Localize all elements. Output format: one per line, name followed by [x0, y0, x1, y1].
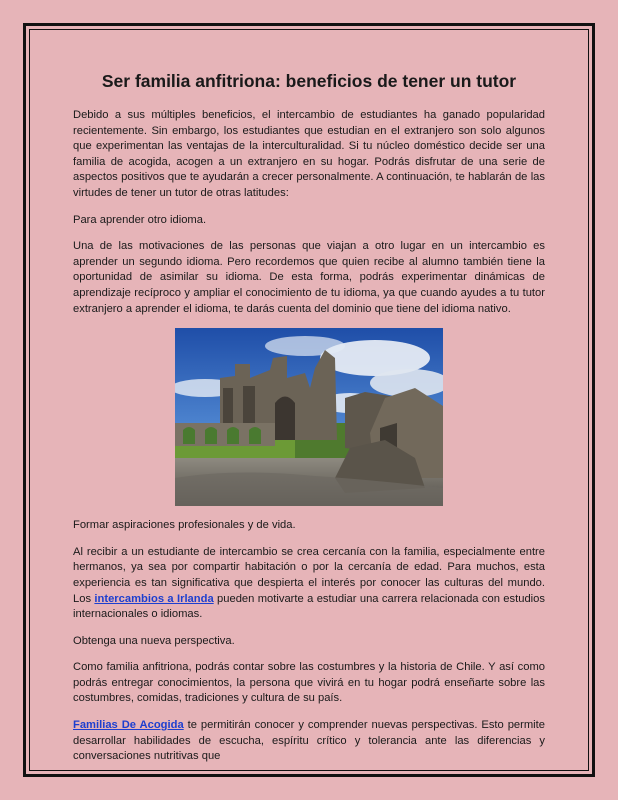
aspirations-text-after: pueden motivarte a estudiar una carrera relacionada con estudios internacionales o idiomas. — [73, 592, 545, 621]
article-title: Ser familia anfitriona: beneficios de tener un tutor — [101, 71, 517, 91]
aspirations-paragraph — [73, 545, 545, 623]
abbey-ruins-photo — [175, 328, 443, 506]
language-paragraph: Una de las motivaciones de las personas que viajan a otro lugar en un intercambio es aprender un segundo idioma. Pero recordemos que quien recibe al alumno también tiene la oportunidad de asimilar su idioma. De esta forma, podrás experimentar dinámicas de aprendizaje recíproco y ampliar el conocimiento de tu idioma, ya que cuando ayudes a tu tutor extranjero a aprender el idioma, te darás cuenta del dominio que tiene del idioma nativo. — [73, 240, 545, 315]
article-body — [73, 70, 545, 776]
perspective-paragraph: Como familia anfitriona, podrás contar sobre las costumbres y la historia de Chile. Y así como podrás entregar conocimientos, la persona que vivirá en tu hogar podrá enseñarte sobre las costumbres, comidas, tradiciones y cultura de su país. — [73, 661, 545, 705]
aspirations-text-before: Al recibir a un estudiante de intercambio se crea cercanía con la familia, especialmente entre hermanos, ya sea por compartir habitación o por la cercanía de edad. Para muchos, esta experiencia es tan significativa que despierta el interés por conocer las culturas del mundo. Los — [73, 545, 545, 605]
section-heading-perspective: Obtenga una nueva perspectiva. — [73, 634, 235, 647]
section-heading-aspirations: Formar aspiraciones profesionales y de vida. — [73, 519, 296, 532]
section-heading-language: Para aprender otro idioma. — [73, 213, 207, 226]
host-families-text: te permitirán conocer y comprender nuevas perspectivas. Esto permite desarrollar habilidades de escucha, espíritu crítico y tolerancia ante las diferencias y conversaciones nutritivas que — [73, 719, 546, 763]
host-families-paragraph — [73, 718, 545, 765]
familias-de-acogida-link[interactable]: Familias De Acogida — [73, 719, 184, 732]
intercambios-irlanda-link[interactable]: intercambios a Irlanda — [94, 592, 214, 605]
intro-paragraph: Debido a sus múltiples beneficios, el intercambio de estudiantes ha ganado popularidad recientemente. Sin embargo, los estudiantes que estudian en el extranjero son solo algunos que experimentan las ventajas de la interculturalidad. Si tu núcleo doméstico decide ser una familia de acogida, acogen a un extranjero en su hogar. Podrás disfrutar de una serie de aspectos positivos que te ayudarán a crecer personalmente. A continuación, te hablarán de las virtudes de tener un tutor de otras latitudes: — [73, 109, 545, 199]
